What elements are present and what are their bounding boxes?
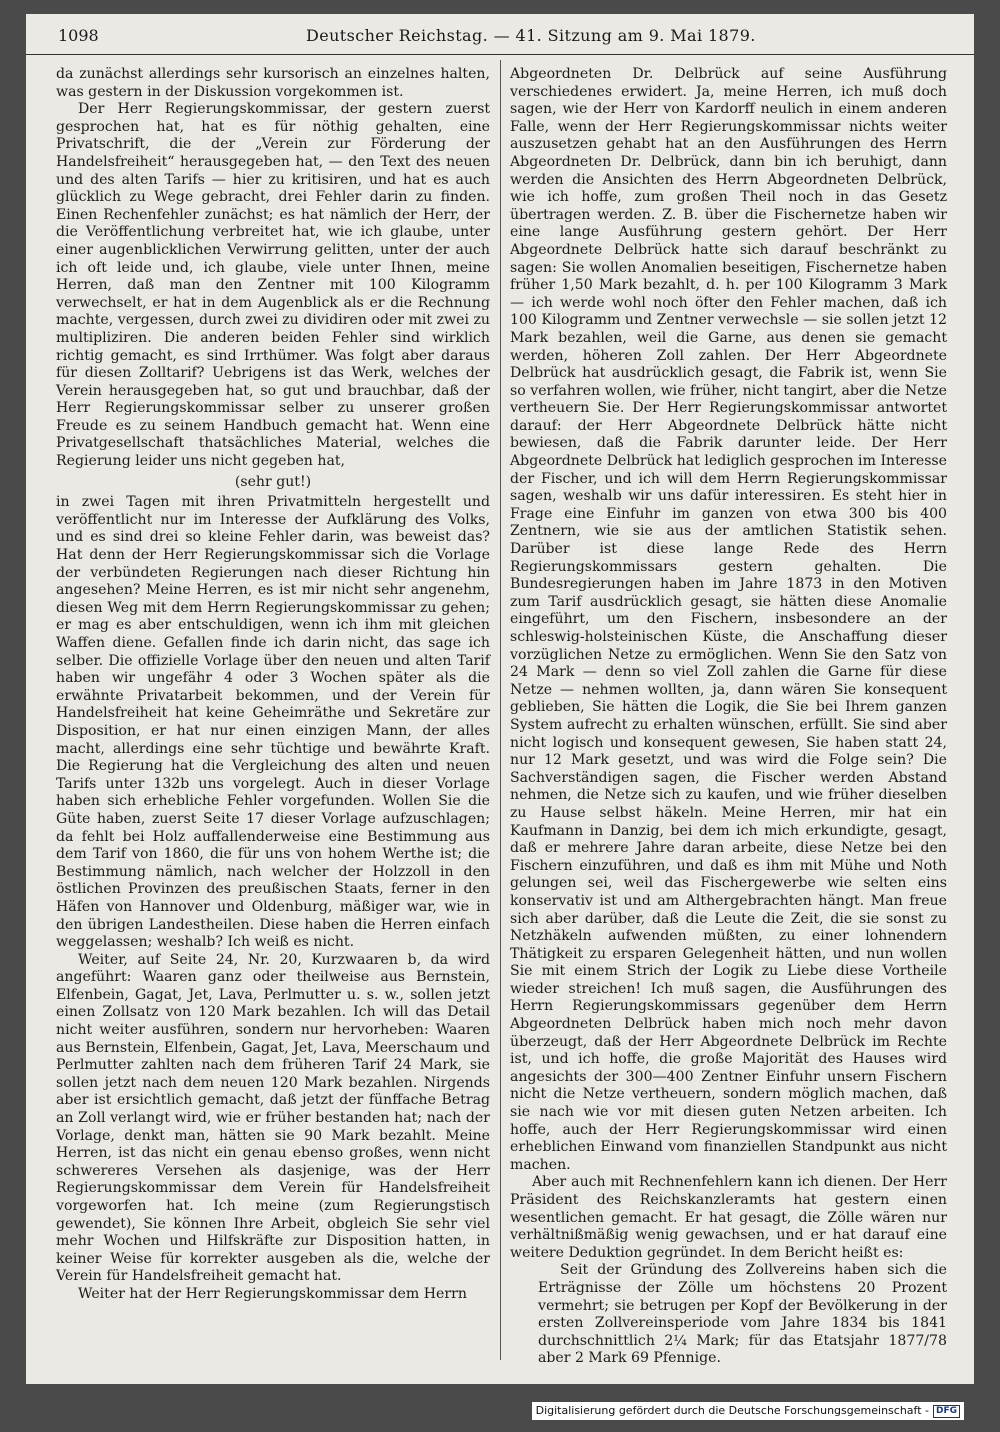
left-text-column	[56, 66, 490, 1304]
page-header	[26, 14, 974, 55]
paragraph: Weiter hat der Herr Regierungskommissar dem Herrn	[78, 1285, 467, 1302]
paragraph: Aber auch mit Rechnenfehlern kann ich dienen. Der Herr Präsident des Reichskanzleramts hat gestern einen wesentlichen gemacht. Er hat gesagt, die Zölle wären nur verhältnißmäßig wenig gewachsen, und er hat darauf eine weitere Deduktion gegründet. In dem Bericht heißt es:	[510, 1174, 947, 1261]
column-divider	[500, 60, 501, 1360]
paragraph: Weiter, auf Seite 24, Nr. 20, Kurzwaaren b, da wird angeführt: Waaren ganz oder theilweise aus Bernstein, Elfenbein, Gagat, Jet, Lava, Perlmutter u. s. w., sollen jetzt einen Zollsatz von 120 Mark bezahlen. Ich will das Detail nicht weiter ausführen, sondern nur hervorheben: Waaren aus Bernstein, Elfenbein, Gagat, Jet, Lava, Meerschaum und Perlmutter zahlten nach dem früheren Tarif 24 Mark, sie sollen jetzt nach dem neuen 120 Mark bezahlen. Nirgends aber ist ersichtlich gemacht, daß jetzt der fünffache Betrag an Zoll verlangt wird, wie er früher bestanden hat; nach der Vorlage, denkt man, hätten sie 90 Mark bezahlt. Meine Herren, ist das nicht ein genau ebenso großes, wenn nicht schwereres Versehen als dasjenige, was der Herr Regierungskommissar dem Verein für Handelsfreiheit vorgeworfen hat. Ich meine (zum Regierungstisch gewendet), Sie können Ihre Arbeit, obgleich Sie sehr viel mehr Wochen und Hilfskräfte zur Disposition hatten, in keiner Weise für korrekter ausgeben als die, welche der Verein für Handelsfreiheit gemacht hat.	[56, 951, 490, 1285]
paragraph: Der Herr Regierungskommissar, der gestern zuerst gesprochen hat, hat es für nöthig gehalten, eine Privatschrift, die der „Verein zur Förderung der Handelsfreiheit“ herausgegeben hat, — den Text des neuen und des alten Tarifs — hier zu kritisiren, und hat es auch glücklich zu Wege gebracht, drei Fehler darin zu finden. Einen Rechenfehler zunächst; es hat nämlich der Herr, der die Veröffentlichung verbreitet hat, wie ich glaube, unter einer augenblicklichen Verwirrung gelitten, unter der auch ich oft leide und, ich glaube, viele unter Ihnen, meine Herren, daß man den Zentner mit 100 Kilogramm verwechselt, er hat in dem Augenblick als er die Rechnung machte, vergessen, durch zwei zu dividiren oder mit zwei zu multipliziren. Die anderen beiden Fehler sind wirklich richtig gemacht, es sind Irrthümer. Was folgt aber daraus für diesen Zolltarif? Uebrigens ist das Werk, welches der Verein herausgegeben hat, so gut und brauchbar, daß der Herr Regierungskommissar selber zu unserer großen Freude es zu seinem Handbuch gemacht hat. Wenn eine Privatgesellschaft thatsächliches Material, welches die Regierung leider uns nicht gegeben hat,	[56, 101, 490, 470]
running-title: Deutscher Reichstag. — 41. Sitzung am 9. Mai 1879.	[306, 26, 756, 45]
dfg-logo-icon: DFG	[933, 1405, 960, 1418]
funding-text: Digitalisierung gefördert durch die Deutsche Forschungsgemeinschaft -	[535, 1404, 929, 1417]
quotation-text: Seit der Gründung des Zollvereins haben sich die Erträgnisse der Zölle um höchstens 20 Prozent vermehrt; sie betrugen per Kopf der Bevölkerung in der ersten Zollvereinsperiode vom Jahre 1834 bis 1841 durchschnittlich 2¼ Mark; für das Etatsjahr 1877/78 aber 2 Mark 69 Pfennige.	[538, 1262, 947, 1367]
paragraph: Abgeordneten Dr. Delbrück auf seine Ausführung verschiedenes erwidert. Ja, meine Herren, ich muß doch sagen, wie der Herr von Kardorff neulich in einem anderen Falle, wenn der Herr Regierungskommissar nichts weiter auszusetzen gehabt hat an den Ausführungen des Herrn Abgeordneten Dr. Delbrück, dann bin ich beruhigt, dann werden die Ansichten des Herrn Abgeordneten Delbrück, wie ich hoffe, zum großen Theil noch in das Gesetz übertragen werden. Z. B. über die Fischernetze haben wir eine lange Ausführung gestern gehört. Der Herr Abgeordnete Delbrück hatte sich darauf beschränkt zu sagen: Sie wollen Anomalien beseitigen, Fischernetze haben früher 1,50 Mark bezahlt, d. h. per 100 Kilogramm 3 Mark — ich werde wohl noch öfter den Fehler machen, daß ich 100 Kilogramm und Zentner verwechsle — sie sollen jetzt 12 Mark bezahlen, weil die Garne, aus denen sie gemacht werden, höheren Zoll zahlen. Der Herr Abgeordnete Delbrück hat ausdrücklich gesagt, die Fabrik ist, wenn Sie so verfahren wollen, wie früher, nicht tangirt, aber die Netze vertheuern Sie. Der Herr Regierungskommissar antwortet darauf: der Herr Abgeordnete Delbrück hätte nicht bewiesen, daß die Fabrik darunter leide. Der Herr Abgeordnete Delbrück hat lediglich gesprochen im Interesse der Fischer, und ich will dem Herrn Regierungskommissar sagen, weshalb wir uns dafür interessiren. Es steht hier in Frage eine Einfuhr im ganzen von etwa 300 bis 400 Zentnern, wie sie aus der amtlichen Statistik sehen. Darüber ist diese lange Rede des Herrn Regierungskommissars gestern gehalten. Die Bundesregierungen haben im Jahre 1873 in den Motiven zum Tarif ausdrücklich gesagt, sie hätten diese Anomalie eingeführt, um den Fischern, insbesondere an der schleswig-holsteinischen Küste, die Anschaffung dieser vorzüglichen Netze zu ermöglichen. Wenn Sie den Satz von 24 Mark — denn so viel Zoll zahlen die Garne für diese Netze — nehmen wollten, ja, dann wären Sie konsequent geblieben, Sie hätten die Logik, die Sie bei Ihrem ganzen System aufrecht zu erhalten wünschen, erfüllt. Sie sind aber nicht logisch und konsequent gewesen, Sie haben statt 24, nur 12 Mark gesetzt, und was wird die Folge sein? Die Sachverständigen sagen, die Fischer werden Abstand nehmen, die Netze sich zu kaufen, und wie früher dieselben zu Hause selbst häkeln. Meine Herren, mir hat ein Kaufmann in Danzig, bei dem ich mich erkundigte, gesagt, daß er mehrere Jahre daran arbeite, diese Netze bei den Fischern einzuführen, und daß es ihm mit Mühe und Noth gelungen sei, weil das Fischergewerbe wie selten eins konservativ ist und am Althergebrachten hängt. Man freue sich aber darüber, daß die Leute die Zeit, die sie sonst zu Netzhäkeln aufwenden müßten, zu einer lohnendern Thätigkeit zu ersparen Gelegenheit hätten, und nun wollen Sie mit einem Strich der Logik zu Liebe diese Vortheile wieder streichen! Ich muß sagen, die Ausführungen des Herrn Regierungskommissars gegenüber dem Herrn Abgeordneten Delbrück haben mich noch mehr davon überzeugt, daß der Herr Abgeordnete Delbrück im Rechte ist, und ich hoffe, die große Majorität des Hauses wird angesichts der 300—400 Zentner Einfuhr unsern Fischern nicht die Netze vertheuern, sondern möglich machen, daß sie nach wie vor mit diesen guten Netzen arbeiten. Ich hoffe, auch der Herr Regierungskommissar wird einen erheblichen Einwand vom finanziellen Standpunkt aus nicht machen.	[510, 66, 947, 1173]
document-page	[26, 14, 974, 1384]
interjection: (sehr gut!)	[234, 473, 312, 490]
page-number: 1098	[58, 26, 99, 45]
funding-note	[532, 1402, 964, 1420]
right-text-column	[510, 66, 947, 1368]
paragraph: da zunächst allerdings sehr kursorisch an einzelnes halten, was gestern in der Diskussion vorgekommen ist.	[56, 66, 490, 100]
paragraph: in zwei Tagen mit ihren Privatmitteln hergestellt und veröffentlicht nur im Interesse der Aufklärung des Volks, und es sind drei so kleine Fehler darin, was beweist das? Hat denn der Herr Regierungskommissar sich die Vorlage der verbündeten Regierungen nach dieser Richtung hin angesehen? Meine Herren, es ist mir nicht sehr angenehm, diesen Weg mit dem Herrn Regierungskommissar zu gehen; er mag es aber entschuldigen, wenn ich ihm mit gleichen Waffen diene. Gefallen finde ich darin nicht, das sage ich selber. Die offizielle Vorlage über den neuen und alten Tarif haben wir ungefähr 4 oder 3 Wochen später als die erwähnte Privatarbeit bekommen, und der Verein für Handelsfreiheit hat keine Geheimräthe und Sekretäre zur Disposition, er hat nur einen einzigen Mann, der alles macht, allerdings eine sehr tüchtige und bewährte Kraft. Die Regierung hat die Vergleichung des alten und neuen Tarifs unter 132b uns vorgelegt. Auch in dieser Vorlage haben sich erhebliche Fehler vorgefunden. Wollen Sie die Güte haben, zuerst Seite 17 dieser Vorlage aufzuschlagen; da fehlt bei Holz auffallenderweise eine Bestimmung aus dem Tarif von 1860, die für uns von hohem Werthe ist; die Bestimmung nämlich, nach welcher der Holzzoll in den östlichen Provinzen des preußischen Staats, ferner in den Häfen von Hannover und Oldenburg, mäßiger war, wie in den übrigen Landestheilen. Diese haben die Herren einfach weggelassen; weshalb? Ich weiß es nicht.	[56, 494, 490, 951]
quotation	[538, 1262, 947, 1368]
